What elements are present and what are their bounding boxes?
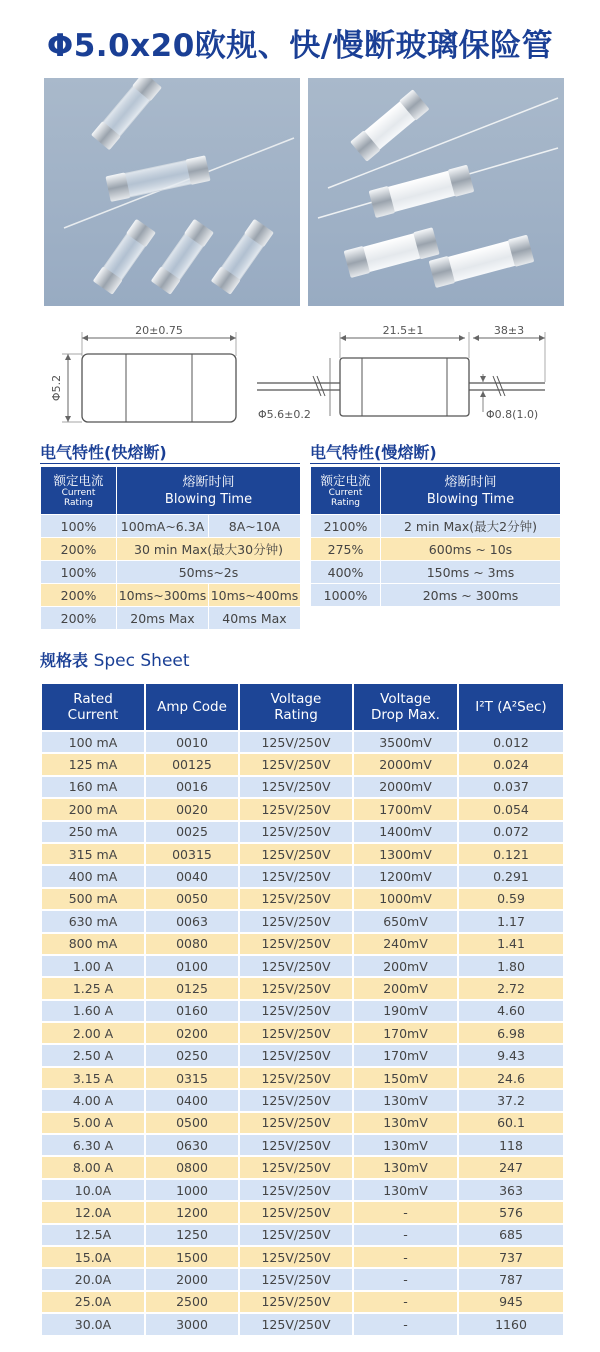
table-row — [41, 1224, 564, 1246]
voltage-rating-cell: 125V/250V — [239, 1313, 353, 1335]
voltage-rating-cell: 125V/250V — [239, 910, 353, 932]
voltage-rating-cell: 125V/250V — [239, 933, 353, 955]
table-row — [41, 584, 301, 607]
rated-current-cell: 800 mA — [41, 933, 145, 955]
i2t-cell: 118 — [458, 1134, 564, 1156]
voltage-drop-cell: 2000mV — [353, 776, 458, 798]
amp-code-cell: 1500 — [145, 1246, 239, 1268]
table-row — [311, 538, 561, 561]
slow-blow-section-rule — [310, 463, 560, 464]
table-row — [311, 584, 561, 607]
i2t-cell: 0.072 — [458, 821, 564, 843]
rated-current-cell: 1.25 A — [41, 977, 145, 999]
ceramic-fuse-photo — [308, 78, 564, 306]
lead-diameter-dimension: Φ0.8(1.0) — [486, 408, 539, 421]
i2t-cell: 37.2 — [458, 1089, 564, 1111]
rated-current-cell: 2.00 A — [41, 1022, 145, 1044]
i2t-cell: 0.012 — [458, 731, 564, 753]
table-row — [41, 1291, 564, 1313]
blowing-time-header: 熔断时间 Blowing Time — [381, 467, 561, 515]
i2t-cell: 0.054 — [458, 798, 564, 820]
blowing-time-cell: 10ms~400ms — [209, 584, 301, 607]
rating-cell: 200% — [41, 538, 117, 561]
rated-current-cell: 100 mA — [41, 731, 145, 753]
i2t-cell: 1.17 — [458, 910, 564, 932]
slow-blow-table — [310, 466, 561, 607]
slow-blow-section-title: 电气特性(慢熔断) — [310, 443, 437, 462]
i2t-cell: 945 — [458, 1291, 564, 1313]
i2t-cell: 6.98 — [458, 1022, 564, 1044]
voltage-drop-cell: 190mV — [353, 1000, 458, 1022]
voltage-rating-cell: 125V/250V — [239, 821, 353, 843]
voltage-rating-cell: 125V/250V — [239, 1291, 353, 1313]
voltage-drop-cell: 170mV — [353, 1022, 458, 1044]
voltage-drop-cell: 150mV — [353, 1067, 458, 1089]
i2t-cell: 0.59 — [458, 888, 564, 910]
blowing-time-header: 熔断时间 Blowing Time — [117, 467, 301, 515]
voltage-drop-cell: 2000mV — [353, 753, 458, 775]
voltage-rating-cell: 125V/250V — [239, 1089, 353, 1111]
amp-code-cell: 0063 — [145, 910, 239, 932]
amp-code-cell: 0250 — [145, 1044, 239, 1066]
voltage-drop-cell: 130mV — [353, 1179, 458, 1201]
spec-sheet-table — [40, 682, 565, 1337]
amp-code-cell: 0630 — [145, 1134, 239, 1156]
amp-code-cell: 0125 — [145, 977, 239, 999]
table-row — [41, 561, 301, 584]
table-row — [41, 910, 564, 932]
i2t-cell: 9.43 — [458, 1044, 564, 1066]
i2t-cell: 2.72 — [458, 977, 564, 999]
i2t-cell: 1.41 — [458, 933, 564, 955]
voltage-drop-cell: 650mV — [353, 910, 458, 932]
table-row — [41, 1313, 564, 1335]
rated-current-cell: 500 mA — [41, 888, 145, 910]
voltage-drop-cell: 1200mV — [353, 865, 458, 887]
voltage-rating-cell: 125V/250V — [239, 1268, 353, 1290]
voltage-drop-cell: - — [353, 1224, 458, 1246]
amp-code-cell: 00125 — [145, 753, 239, 775]
i2t-cell: 1.80 — [458, 955, 564, 977]
amp-code-cell: 0800 — [145, 1156, 239, 1178]
rating-cell: 100% — [41, 515, 117, 538]
spec-sheet-title: 规格表 Spec Sheet — [40, 651, 190, 671]
i2t-header: I²T (A²Sec) — [458, 683, 564, 731]
voltage-rating-cell: 125V/250V — [239, 753, 353, 775]
i2t-cell: 247 — [458, 1156, 564, 1178]
amp-code-cell: 0400 — [145, 1089, 239, 1111]
amp-code-cell: 0100 — [145, 955, 239, 977]
i2t-cell: 576 — [458, 1201, 564, 1223]
rated-current-cell: 160 mA — [41, 776, 145, 798]
table-row — [41, 1179, 564, 1201]
voltage-drop-cell: - — [353, 1201, 458, 1223]
voltage-drop-cell: 1700mV — [353, 798, 458, 820]
i2t-cell: 4.60 — [458, 1000, 564, 1022]
rated-current-cell: 400 mA — [41, 865, 145, 887]
rated-current-cell: 5.00 A — [41, 1112, 145, 1134]
rating-cell: 400% — [311, 561, 381, 584]
rated-current-cell: 15.0A — [41, 1246, 145, 1268]
amp-code-cell: 0160 — [145, 1000, 239, 1022]
glass-fuse-photo — [44, 78, 300, 306]
voltage-rating-cell: 125V/250V — [239, 1156, 353, 1178]
voltage-rating-cell: 125V/250V — [239, 865, 353, 887]
voltage-drop-cell: - — [353, 1291, 458, 1313]
voltage-rating-cell: 125V/250V — [239, 955, 353, 977]
i2t-cell: 0.121 — [458, 843, 564, 865]
table-row — [41, 888, 564, 910]
voltage-drop-header: Voltage Drop Max. — [353, 683, 458, 731]
table-row — [41, 753, 564, 775]
blowing-time-cell: 20ms ~ 300ms — [381, 584, 561, 607]
rated-current-cell: 30.0A — [41, 1313, 145, 1335]
table-row — [41, 607, 301, 630]
table-row — [311, 515, 561, 538]
i2t-cell: 363 — [458, 1179, 564, 1201]
voltage-rating-cell: 125V/250V — [239, 1044, 353, 1066]
table-row — [41, 977, 564, 999]
length-dimension: 20±0.75 — [135, 324, 183, 337]
amp-code-cell: 1000 — [145, 1179, 239, 1201]
amp-code-cell: 0025 — [145, 821, 239, 843]
table-row — [41, 843, 564, 865]
table-row — [41, 798, 564, 820]
fuse-dimension-drawing — [40, 324, 250, 434]
table-row — [41, 515, 301, 538]
rated-current-cell: 1.00 A — [41, 955, 145, 977]
amp-code-cell: 1200 — [145, 1201, 239, 1223]
rated-current-cell: 4.00 A — [41, 1089, 145, 1111]
i2t-cell: 24.6 — [458, 1067, 564, 1089]
blowing-time-cell: 2 min Max(最大2分钟) — [381, 515, 561, 538]
voltage-rating-cell: 125V/250V — [239, 798, 353, 820]
rated-current-cell: 200 mA — [41, 798, 145, 820]
glass-fuse-illustration — [44, 78, 300, 306]
table-row — [41, 1022, 564, 1044]
i2t-cell: 1160 — [458, 1313, 564, 1335]
voltage-rating-cell: 125V/250V — [239, 1224, 353, 1246]
voltage-drop-cell: 200mV — [353, 977, 458, 999]
amp-code-cell: 2500 — [145, 1291, 239, 1313]
amp-code-cell: 2000 — [145, 1268, 239, 1290]
table-row — [41, 1089, 564, 1111]
rated-current-cell: 8.00 A — [41, 1156, 145, 1178]
rated-current-cell: 2.50 A — [41, 1044, 145, 1066]
voltage-rating-cell: 125V/250V — [239, 776, 353, 798]
voltage-drop-cell: 1000mV — [353, 888, 458, 910]
i2t-cell: 787 — [458, 1268, 564, 1290]
rated-current-cell: 1.60 A — [41, 1000, 145, 1022]
voltage-rating-cell: 125V/250V — [239, 731, 353, 753]
fast-blow-section-rule — [40, 463, 300, 464]
lead-length-dimension: 38±3 — [493, 324, 525, 337]
rating-cell: 200% — [41, 607, 117, 630]
voltage-rating-header: Voltage Rating — [239, 683, 353, 731]
fast-blow-table — [40, 466, 301, 630]
table-row — [41, 1067, 564, 1089]
table-row — [41, 1044, 564, 1066]
blowing-time-cell: 40ms Max — [209, 607, 301, 630]
blowing-time-cell: 50ms~2s — [117, 561, 301, 584]
table-row — [41, 731, 564, 753]
table-row — [311, 561, 561, 584]
table-row — [41, 1134, 564, 1156]
amp-code-cell: 0016 — [145, 776, 239, 798]
voltage-rating-cell: 125V/250V — [239, 1246, 353, 1268]
voltage-drop-cell: 130mV — [353, 1134, 458, 1156]
table-row — [41, 1246, 564, 1268]
table-row — [41, 1268, 564, 1290]
i2t-cell: 0.037 — [458, 776, 564, 798]
amp-code-cell: 00315 — [145, 843, 239, 865]
voltage-rating-cell: 125V/250V — [239, 1179, 353, 1201]
voltage-drop-cell: 170mV — [353, 1044, 458, 1066]
blowing-time-cell: 600ms ~ 10s — [381, 538, 561, 561]
blowing-time-cell: 20ms Max — [117, 607, 209, 630]
amp-code-cell: 0050 — [145, 888, 239, 910]
voltage-rating-cell: 125V/250V — [239, 1201, 353, 1223]
amp-code-cell: 0315 — [145, 1067, 239, 1089]
table-row — [41, 1201, 564, 1223]
voltage-rating-cell: 125V/250V — [239, 1067, 353, 1089]
blowing-time-cell: 100mA~6.3A — [117, 515, 209, 538]
i2t-cell: 60.1 — [458, 1112, 564, 1134]
amp-code-cell: 0080 — [145, 933, 239, 955]
rated-current-cell: 3.15 A — [41, 1067, 145, 1089]
rated-current-cell: 12.0A — [41, 1201, 145, 1223]
voltage-drop-cell: 130mV — [353, 1112, 458, 1134]
voltage-rating-cell: 125V/250V — [239, 1022, 353, 1044]
rated-current-cell: 630 mA — [41, 910, 145, 932]
table-row — [41, 1112, 564, 1134]
voltage-rating-cell: 125V/250V — [239, 1000, 353, 1022]
rated-current-cell: 20.0A — [41, 1268, 145, 1290]
rating-cell: 100% — [41, 561, 117, 584]
voltage-rating-cell: 125V/250V — [239, 888, 353, 910]
table-row — [41, 933, 564, 955]
amp-code-cell: 0200 — [145, 1022, 239, 1044]
table-row — [41, 776, 564, 798]
voltage-drop-cell: 1300mV — [353, 843, 458, 865]
blowing-time-cell: 8A~10A — [209, 515, 301, 538]
rating-header: 额定电流 Current Rating — [311, 467, 381, 515]
cap-diameter-dimension: Φ5.6±0.2 — [258, 408, 311, 421]
rated-current-cell: 250 mA — [41, 821, 145, 843]
fast-blow-section-title: 电气特性(快熔断) — [40, 443, 167, 462]
voltage-rating-cell: 125V/250V — [239, 1134, 353, 1156]
amp-code-header: Amp Code — [145, 683, 239, 731]
table-row — [41, 865, 564, 887]
voltage-drop-cell: - — [353, 1313, 458, 1335]
body-length-dimension: 21.5±1 — [382, 324, 424, 337]
voltage-drop-cell: 3500mV — [353, 731, 458, 753]
blowing-time-cell: 150ms ~ 3ms — [381, 561, 561, 584]
axial-fuse-dimension-drawing — [255, 324, 555, 434]
rated-current-cell: 10.0A — [41, 1179, 145, 1201]
amp-code-cell: 0010 — [145, 731, 239, 753]
amp-code-cell: 0020 — [145, 798, 239, 820]
rated-current-header: Rated Current — [41, 683, 145, 731]
table-row — [41, 955, 564, 977]
ceramic-fuse-illustration — [308, 78, 564, 306]
voltage-drop-cell: 130mV — [353, 1089, 458, 1111]
i2t-cell: 0.024 — [458, 753, 564, 775]
rating-cell: 200% — [41, 584, 117, 607]
rating-cell: 2100% — [311, 515, 381, 538]
rated-current-cell: 315 mA — [41, 843, 145, 865]
table-row — [41, 538, 301, 561]
page-title: Φ5.0x20欧规、快/慢断玻璃保险管 — [46, 28, 554, 64]
voltage-rating-cell: 125V/250V — [239, 843, 353, 865]
blowing-time-cell: 30 min Max(最大30分钟) — [117, 538, 301, 561]
i2t-cell: 737 — [458, 1246, 564, 1268]
rating-cell: 275% — [311, 538, 381, 561]
voltage-drop-cell: - — [353, 1246, 458, 1268]
voltage-drop-cell: - — [353, 1268, 458, 1290]
table-row — [41, 821, 564, 843]
amp-code-cell: 0040 — [145, 865, 239, 887]
voltage-drop-cell: 200mV — [353, 955, 458, 977]
diameter-dimension: Φ5.2 — [50, 374, 63, 402]
rated-current-cell: 6.30 A — [41, 1134, 145, 1156]
voltage-rating-cell: 125V/250V — [239, 977, 353, 999]
rating-cell: 1000% — [311, 584, 381, 607]
voltage-drop-cell: 1400mV — [353, 821, 458, 843]
table-row — [41, 1156, 564, 1178]
i2t-cell: 685 — [458, 1224, 564, 1246]
rated-current-cell: 125 mA — [41, 753, 145, 775]
rated-current-cell: 12.5A — [41, 1224, 145, 1246]
amp-code-cell: 1250 — [145, 1224, 239, 1246]
blowing-time-cell: 10ms~300ms — [117, 584, 209, 607]
amp-code-cell: 3000 — [145, 1313, 239, 1335]
rated-current-cell: 25.0A — [41, 1291, 145, 1313]
rating-header: 额定电流 Current Rating — [41, 467, 117, 515]
voltage-drop-cell: 240mV — [353, 933, 458, 955]
table-row — [41, 1000, 564, 1022]
voltage-rating-cell: 125V/250V — [239, 1112, 353, 1134]
voltage-drop-cell: 130mV — [353, 1156, 458, 1178]
i2t-cell: 0.291 — [458, 865, 564, 887]
amp-code-cell: 0500 — [145, 1112, 239, 1134]
